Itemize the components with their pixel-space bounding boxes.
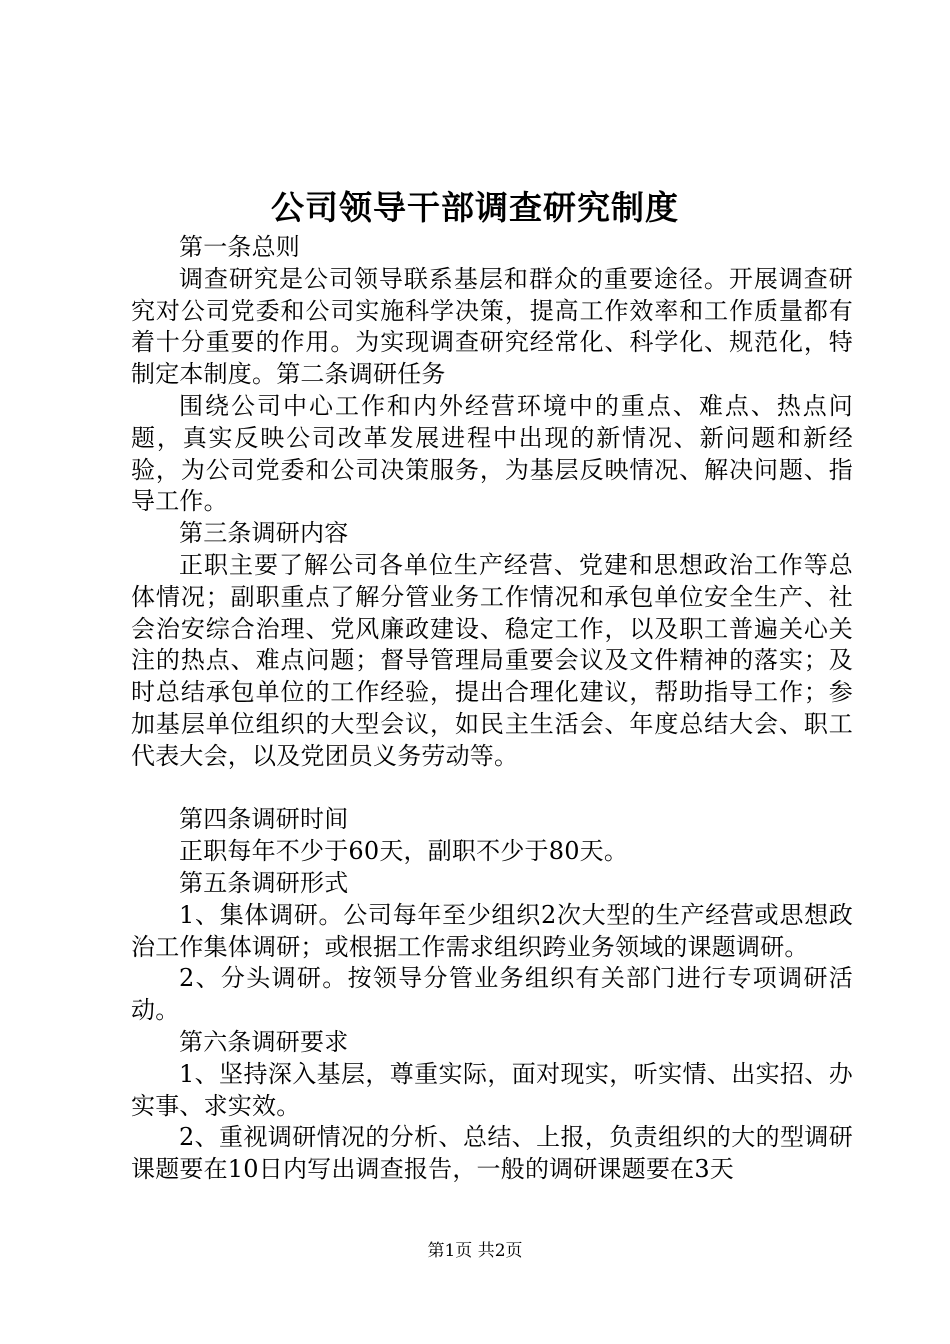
page-number-footer: 第1页 共2页 bbox=[427, 1241, 523, 1261]
section-heading: 第三条调研内容 bbox=[179, 519, 349, 548]
body-paragraph: 调查研究是公司领导联系基层和群众的重要途径。开展调查研究对公司党委和公司实施科学决策，提高工作效率和工作质量都有着十分重要的作用。为实现调查研究经常化、科学化、规范化，特制定本制度。第二条调研任务 bbox=[131, 264, 853, 389]
document-body bbox=[131, 232, 853, 1186]
section-heading: 第四条调研时间 bbox=[179, 805, 349, 834]
section-heading: 第六条调研要求 bbox=[179, 1027, 349, 1056]
section-heading: 第五条调研形式 bbox=[179, 868, 349, 897]
body-paragraph: 正职每年不少于60天，副职不少于80天。 bbox=[179, 837, 629, 866]
section-heading: 第一条总则 bbox=[179, 233, 300, 261]
document-title: 公司领导干部调查研究制度 bbox=[271, 188, 679, 227]
body-paragraph: 2、重视调研情况的分析、总结、上报，负责组织的大的型调研课题要在10日内写出调查报告，一般的调研课题要在3天 bbox=[131, 1123, 853, 1184]
body-paragraph: 1、集体调研。公司每年至少组织2次大型的生产经营或思想政治工作集体调研；或根据工作需求组织跨业务领域的课题调研。 bbox=[131, 900, 853, 961]
body-paragraph: 1、坚持深入基层，尊重实际，面对现实，听实情、出实招、办实事、求实效。 bbox=[131, 1059, 853, 1120]
body-paragraph: 围绕公司中心工作和内外经营环境中的重点、难点、热点问题，真实反映公司改革发展进程中出现的新情况、新问题和新经验，为公司党委和公司决策服务，为基层反映情况、解决问题、指导工作。 bbox=[131, 391, 853, 516]
body-paragraph: 正职主要了解公司各单位生产经营、党建和思想政治工作等总体情况；副职重点了解分管业务工作情况和承包单位安全生产、社会治安综合治理、党风廉政建设、稳定工作，以及职工普遍关心关注的热点、难点问题；督导管理局重要会议及文件精神的落实；及时总结承包单位的工作经验，提出合理化建议，帮助指导工作；参加基层单位组织的大型会议，如民主生活会、年度总结大会、职工代表大会，以及党团员义务劳动等。 bbox=[131, 550, 853, 770]
body-paragraph: 2、分头调研。按领导分管业务组织有关部门进行专项调研活动。 bbox=[131, 964, 853, 1025]
